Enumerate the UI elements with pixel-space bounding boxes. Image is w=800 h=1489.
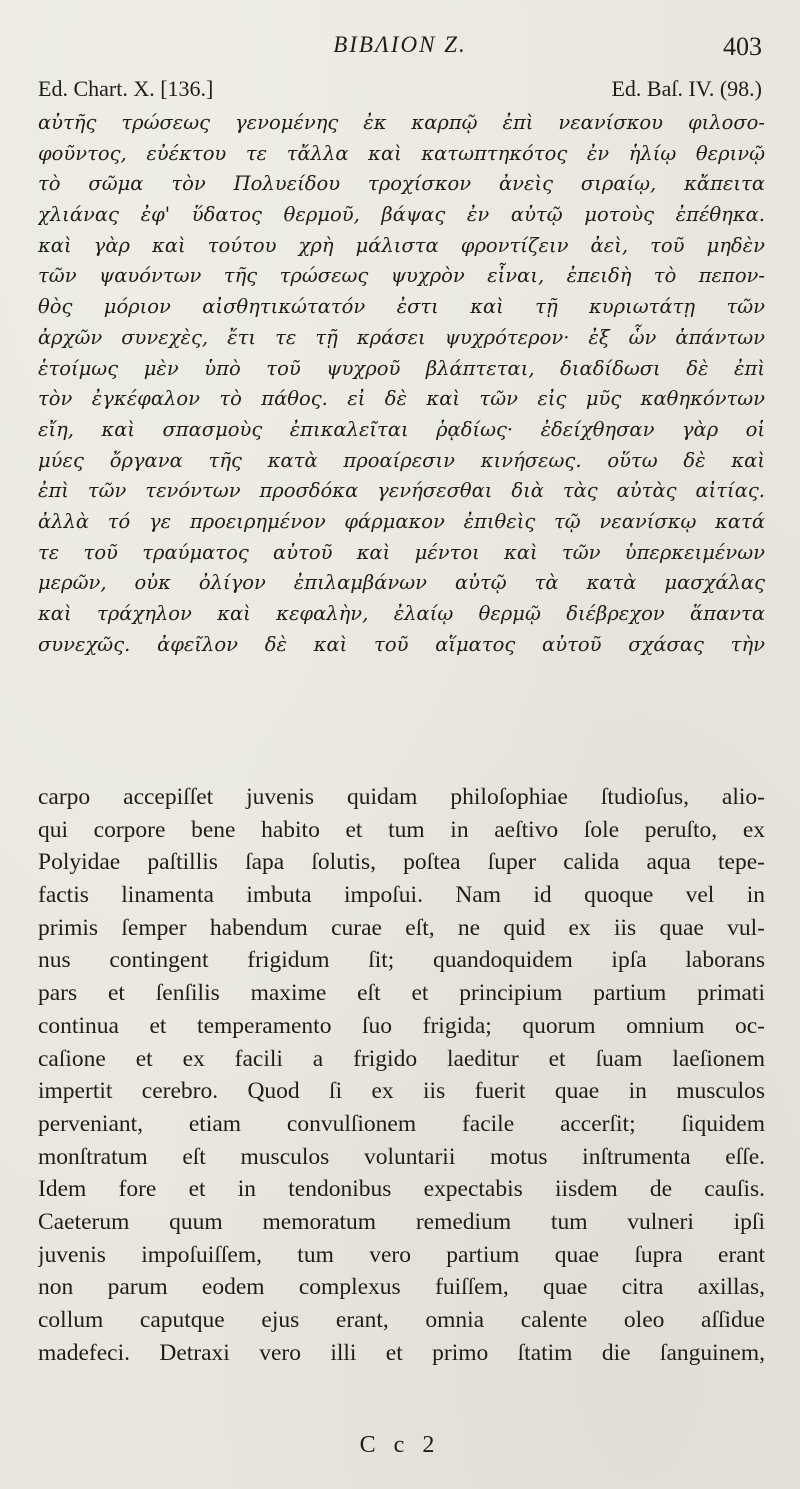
latin-text-line: Caeterum quum memoratum remedium tum vulneri ipſi: [38, 1208, 765, 1235]
latin-text-line: carpo accepiſſet juvenis quidam philoſophiae ſtudioſus, alio-: [38, 784, 765, 810]
edition-reference-chartier: Ed. Chart. X. [136.]: [38, 76, 214, 101]
page-number: 403: [723, 32, 762, 61]
greek-text-line: χλιάνας ἐφ' ὕδατος θερμοῦ, βάψας ἐν αὐτῷ μοτοὺς ἐπέθηκα.: [38, 203, 765, 227]
latin-text-line: qui corpore bene habito et tum in aeſtivo ſole peruſto, ex: [38, 816, 765, 843]
latin-text-block: [38, 781, 765, 1369]
greek-text-line: τὸ σῶμα τὸν Πολυείδου τροχίσκον ἀνεὶς σιραίῳ, κἄπειτα: [38, 172, 765, 196]
greek-text-line: τῶν ψαυόντων τῆς τρώσεως ψυχρὸν εἶναι, ἐπειδὴ τὸ πεπον-: [38, 264, 765, 288]
latin-text-line: Idem fore et in tendonibus expectabis iisdem de cauſis.: [38, 1176, 765, 1203]
greek-text-line: μερῶν, οὐκ ὀλίγον ἐπιλαμβάνων αὐτῷ τὰ κατὰ μασχάλας: [38, 571, 765, 595]
greek-text-line: εἴη, καὶ σπασμοὺς ἐπικαλεῖται ῥᾳδίως· ἐδείχθησαν γὰρ οἱ: [38, 417, 765, 441]
latin-text-line: factis linamenta imbuta impoſui. Nam id quoque vel in: [38, 882, 765, 909]
greek-text-line: μύες ὄργανα τῆς κατὰ προαίρεσιν κινήσεως. οὕτω δὲ καὶ: [38, 448, 765, 472]
latin-text-line: collum caputque ejus erant, omnia calente oleo aſſidue: [38, 1307, 765, 1333]
greek-text-line: ἑτοίμως μὲν ὑπὸ τοῦ ψυχροῦ βλάπτεται, διαδίδωσι δὲ ἐπὶ: [38, 356, 765, 380]
latin-text-line: caſione et ex facili a frigido laeditur et ſuam laeſionem: [38, 1045, 765, 1072]
edition-reference-line: [38, 76, 762, 106]
latin-text-line: non parum eodem complexus fuiſſem, quae citra axillas,: [38, 1274, 765, 1301]
greek-text-line: συνεχῶς. ἀφεῖλον δὲ καὶ τοῦ αἵματος αὐτοῦ σχάσας τὴν: [38, 632, 765, 656]
greek-text-line: ἐπὶ τῶν τενόντων προσδόκα γενήσεσθαι διὰ τὰς αὐτὰς αἰτίας.: [38, 479, 765, 503]
greek-text-line: ἀλλὰ τό γε προειρημένον φάρμακον ἐπιθεὶς τῷ νεανίσκῳ κατά: [38, 509, 765, 533]
greek-text-line: θὸς μόριον αἰσθητικώτατόν ἐστι καὶ τῇ κυριωτάτῃ τῶν: [38, 295, 765, 319]
latin-text-line: madefeci. Detraxi vero illi et primo ſtatim die ſanguinem,: [38, 1339, 765, 1366]
greek-text-line: ἀρχῶν συνεχὲς, ἔτι τε τῇ κράσει ψυχρότερον· ἐξ ὧν ἁπάντων: [38, 325, 765, 349]
signature-mark: C c 2: [359, 1432, 441, 1458]
latin-text-line: nus contingent frigidum ſit; quandoquidem ipſa laborans: [38, 947, 765, 974]
greek-text-line: φοῦντος, εὐέκτου τε τἄλλα καὶ κατωπτηκότος ἐν ἡλίῳ θερινῷ: [38, 141, 765, 165]
latin-text-line: perveniant, etiam convulſionem facile accerſit; ſiquidem: [38, 1110, 765, 1137]
greek-text-line: τε τοῦ τραύματος αὐτοῦ καὶ μέντοι καὶ τῶν ὑπερκειμένων: [38, 540, 765, 564]
latin-text-line: continua et temperamento ſuo frigida; quorum omnium oc-: [38, 1012, 765, 1039]
latin-text-line: monſtratum eſt musculos voluntarii motus inſtrumenta eſſe.: [38, 1143, 765, 1170]
greek-text-line: καὶ τράχηλον καὶ κεφαλὴν, ἐλαίῳ θερμῷ διέβρεχον ἅπαντα: [38, 602, 765, 625]
latin-text-line: Polyidae paſtillis ſapa ſolutis, poſtea ſuper calida aqua tepe-: [38, 849, 765, 876]
latin-text-line: primis ſemper habendum curae eſt, ne quid ex iis quae vul-: [38, 914, 765, 941]
greek-text-block: [38, 108, 765, 660]
latin-text-line: pars et ſenſilis maxime eſt et principium partium primati: [38, 980, 765, 1007]
latin-text-line: impertit cerebro. Quod ſi ex iis fuerit quae in musculos: [38, 1078, 765, 1105]
greek-text-line: τὸν ἐγκέφαλον τὸ πάθος. εἰ δὲ καὶ τῶν εἰς μῦς καθηκόντων: [38, 387, 765, 411]
greek-text-line: αὐτῆς τρώσεως γενομένης ἐκ καρπῷ ἐπὶ νεανίσκου φιλοσο-: [38, 111, 765, 134]
latin-text-line: juvenis impoſuiſſem, tum vero partium quae ſupra erant: [38, 1241, 765, 1268]
running-title: BIBΛΙΟΝ Ζ.: [333, 32, 467, 57]
greek-text-line: καὶ γὰρ καὶ τούτου χρὴ μάλιστα φροντίζειν ἀεὶ, τοῦ μηδὲν: [38, 233, 765, 257]
running-head: [0, 32, 800, 62]
edition-reference-basel: Ed. Baſ. IV. (98.): [611, 76, 762, 101]
